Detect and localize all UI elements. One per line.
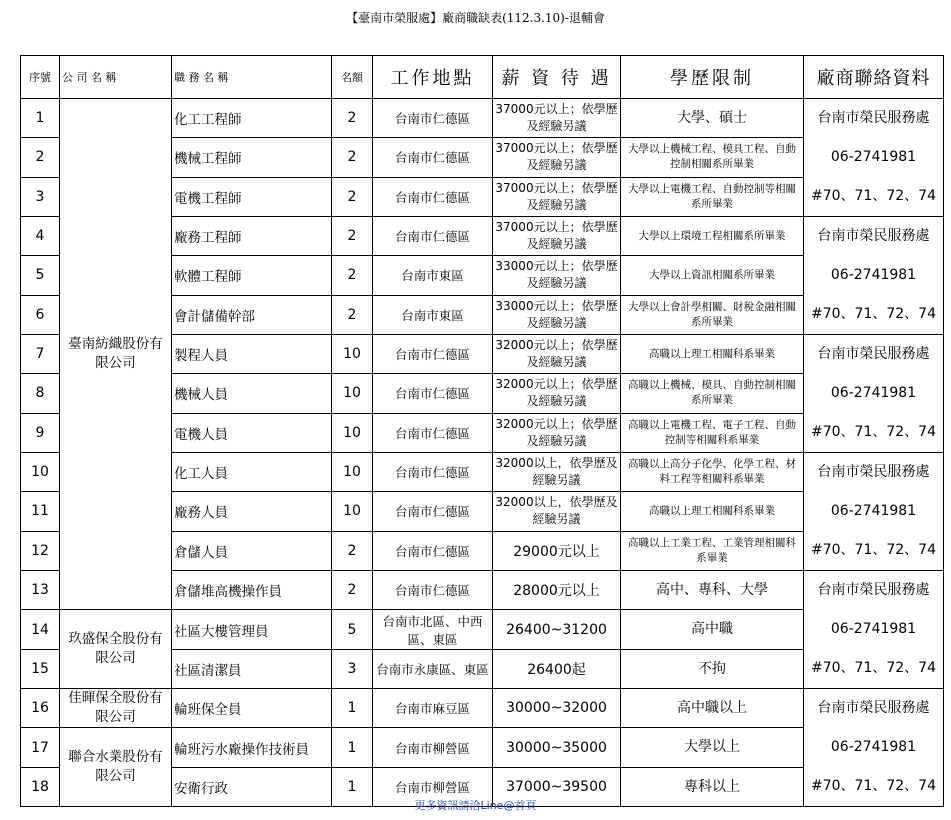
salary: 32000以上，依學歷及經驗另議 [493, 453, 621, 492]
job-title: 倉儲堆高機操作員 [172, 571, 332, 610]
row-number: 12 [21, 531, 60, 570]
education-requirement: 高職以上機械、模具、自動控制相關系所畢業 [621, 374, 804, 413]
salary: 33000元以上；依學歷及經驗另議 [493, 256, 621, 295]
company-name: 佳暉保全股份有限公司 [60, 689, 172, 728]
education-requirement: 高職以上工業工程、工業管理相關科系畢業 [621, 531, 804, 570]
education-requirement: 高職以上理工相關科系畢業 [621, 335, 804, 374]
work-location: 台南市仁德區 [373, 571, 493, 610]
job-title: 廠務人員 [172, 492, 332, 531]
contact-info [804, 689, 944, 807]
contact-phone: 06-2741981 [830, 503, 917, 519]
contact-info [804, 571, 944, 689]
contact-ext: #70、71、72、74 [811, 424, 936, 440]
job-title: 輪班保全員 [172, 689, 332, 728]
contact-phone: 06-2741981 [830, 621, 917, 637]
education-requirement: 不拘 [621, 650, 804, 689]
headcount: 10 [332, 335, 373, 374]
work-location: 台南市東區 [373, 256, 493, 295]
job-title: 會計儲備幹部 [172, 295, 332, 334]
headcount: 2 [332, 531, 373, 570]
work-location: 台南市仁德區 [373, 531, 493, 570]
work-location: 台南市柳營區 [373, 728, 493, 768]
table-body [21, 99, 944, 807]
work-location: 台南市東區 [373, 295, 493, 334]
headcount: 5 [332, 610, 373, 650]
row-number: 16 [21, 689, 60, 728]
salary: 37000~39500 [493, 768, 621, 807]
job-title: 軟體工程師 [172, 256, 332, 295]
row-number: 14 [21, 610, 60, 650]
headcount: 2 [332, 217, 373, 256]
job-title: 倉儲人員 [172, 531, 332, 570]
salary: 33000元以上；依學歷及經驗另議 [493, 295, 621, 334]
contact-phone: 06-2741981 [830, 739, 917, 755]
headcount: 2 [332, 256, 373, 295]
job-title: 社區清潔員 [172, 650, 332, 689]
education-requirement: 專科以上 [621, 768, 804, 807]
row-number: 2 [21, 138, 60, 177]
contact-office: 台南市榮民服務處 [817, 346, 930, 362]
headcount: 1 [332, 689, 373, 728]
work-location: 台南市仁德區 [373, 335, 493, 374]
work-location: 台南市永康區、東區 [373, 650, 493, 689]
contact-ext: #70、71、72、74 [811, 188, 936, 204]
row-number: 13 [21, 571, 60, 610]
company-name: 玖盛保全股份有限公司 [60, 610, 172, 689]
contact-info [804, 217, 944, 335]
header-salary: 薪 資 待 遇 [493, 56, 621, 99]
salary: 32000元以上；依學歷及經驗另議 [493, 413, 621, 452]
salary: 30000~35000 [493, 728, 621, 768]
headcount: 2 [332, 138, 373, 177]
row-number: 11 [21, 492, 60, 531]
job-title: 廠務工程師 [172, 217, 332, 256]
job-title: 化工工程師 [172, 99, 332, 138]
row-number: 6 [21, 295, 60, 334]
header-location: 工作地點 [373, 56, 493, 99]
salary: 37000元以上；依學歷及經驗另議 [493, 99, 621, 138]
work-location: 台南市仁德區 [373, 453, 493, 492]
table-row [21, 689, 944, 728]
company-name: 臺南紡織股份有限公司 [60, 99, 172, 610]
work-location: 台南市北區、中西區、東區 [373, 610, 493, 650]
job-title: 電機工程師 [172, 177, 332, 216]
education-requirement: 高職以上電機工程、電子工程、自動控制等相關科系畢業 [621, 413, 804, 452]
education-requirement: 高中職 [621, 610, 804, 650]
education-requirement: 大學以上 [621, 728, 804, 768]
contact-ext: #70、71、72、74 [811, 306, 936, 322]
contact-office: 台南市榮民服務處 [817, 700, 930, 716]
header-contact: 廠商聯絡資料 [804, 56, 944, 99]
row-number: 7 [21, 335, 60, 374]
header-company: 公 司 名 稱 [60, 56, 172, 99]
headcount: 2 [332, 177, 373, 216]
row-number: 9 [21, 413, 60, 452]
work-location: 台南市仁德區 [373, 413, 493, 452]
salary: 32000以上，依學歷及經驗另議 [493, 492, 621, 531]
row-number: 17 [21, 728, 60, 768]
job-title: 安衛行政 [172, 768, 332, 807]
contact-office: 台南市榮民服務處 [817, 110, 930, 126]
work-location: 台南市仁德區 [373, 99, 493, 138]
salary: 32000元以上；依學歷及經驗另議 [493, 335, 621, 374]
row-number: 8 [21, 374, 60, 413]
row-number: 5 [21, 256, 60, 295]
salary: 26400~31200 [493, 610, 621, 650]
work-location: 台南市仁德區 [373, 138, 493, 177]
salary: 26400起 [493, 650, 621, 689]
education-requirement: 大學、碩士 [621, 99, 804, 138]
row-number: 1 [21, 99, 60, 138]
contact-phone: 06-2741981 [830, 267, 917, 283]
header-education: 學歷限制 [621, 56, 804, 99]
job-title: 製程人員 [172, 335, 332, 374]
headcount: 10 [332, 413, 373, 452]
job-title: 機械工程師 [172, 138, 332, 177]
headcount: 1 [332, 768, 373, 807]
headcount: 3 [332, 650, 373, 689]
headcount: 2 [332, 295, 373, 334]
contact-info [804, 453, 944, 571]
row-number: 10 [21, 453, 60, 492]
work-location: 台南市仁德區 [373, 492, 493, 531]
education-requirement: 大學以上機械工程、模具工程、自動控制相關系所畢業 [621, 138, 804, 177]
table-row [21, 99, 944, 138]
headcount: 2 [332, 99, 373, 138]
row-number: 3 [21, 177, 60, 216]
education-requirement: 大學以上電機工程、自動控制等相關系所畢業 [621, 177, 804, 216]
headcount: 10 [332, 374, 373, 413]
contact-info [804, 99, 944, 217]
contact-office: 台南市榮民服務處 [817, 464, 930, 480]
header-count: 名額 [332, 56, 373, 99]
contact-ext: #70、71、72、74 [811, 778, 936, 794]
education-requirement: 高中職以上 [621, 689, 804, 728]
salary: 30000~32000 [493, 689, 621, 728]
row-number: 4 [21, 217, 60, 256]
salary: 28000元以上 [493, 571, 621, 610]
header-row [21, 56, 944, 99]
contact-ext: #70、71、72、74 [811, 542, 936, 558]
contact-ext: #70、71、72、74 [811, 660, 936, 676]
salary: 29000元以上 [493, 531, 621, 570]
headcount: 10 [332, 453, 373, 492]
work-location: 台南市麻豆區 [373, 689, 493, 728]
contact-phone: 06-2741981 [830, 385, 917, 401]
contact-phone: 06-2741981 [830, 149, 917, 165]
contact-office: 台南市榮民服務處 [817, 228, 930, 244]
education-requirement: 大學以上會計學相關、財稅金融相關系所畢業 [621, 295, 804, 334]
contact-info [804, 335, 944, 453]
job-title: 化工人員 [172, 453, 332, 492]
headcount: 1 [332, 728, 373, 768]
header-job: 職 務 名 稱 [172, 56, 332, 99]
education-requirement: 高中、專科、大學 [621, 571, 804, 610]
education-requirement: 高職以上高分子化學、化學工程、材料工程等相關科系畢業 [621, 453, 804, 492]
job-title: 輪班污水廠操作技術員 [172, 728, 332, 768]
row-number: 18 [21, 768, 60, 807]
salary: 37000元以上；依學歷及經驗另議 [493, 217, 621, 256]
job-title: 電機人員 [172, 413, 332, 452]
footer-line-link[interactable]: 更多資訊請洽Line@首頁 [414, 799, 537, 812]
job-title: 社區大樓管理員 [172, 610, 332, 650]
work-location: 台南市仁德區 [373, 217, 493, 256]
work-location: 台南市仁德區 [373, 374, 493, 413]
education-requirement: 高職以上理工相關科系畢業 [621, 492, 804, 531]
salary: 32000元以上；依學歷及經驗另議 [493, 374, 621, 413]
education-requirement: 大學以上環境工程相關系所畢業 [621, 217, 804, 256]
salary: 37000元以上；依學歷及經驗另議 [493, 177, 621, 216]
work-location: 台南市柳營區 [373, 768, 493, 807]
contact-office: 台南市榮民服務處 [817, 582, 930, 598]
row-number: 15 [21, 650, 60, 689]
header-no: 序號 [21, 56, 60, 99]
headcount: 2 [332, 571, 373, 610]
page-title: 【臺南市榮服處】廠商職缺表(112.3.10)-退輔會 [346, 11, 605, 25]
job-title: 機械人員 [172, 374, 332, 413]
education-requirement: 大學以上資訊相關系所畢業 [621, 256, 804, 295]
company-name: 聯合水業股份有限公司 [60, 728, 172, 807]
work-location: 台南市仁德區 [373, 177, 493, 216]
headcount: 10 [332, 492, 373, 531]
salary: 37000元以上；依學歷及經驗另議 [493, 138, 621, 177]
job-vacancy-table [20, 55, 944, 807]
